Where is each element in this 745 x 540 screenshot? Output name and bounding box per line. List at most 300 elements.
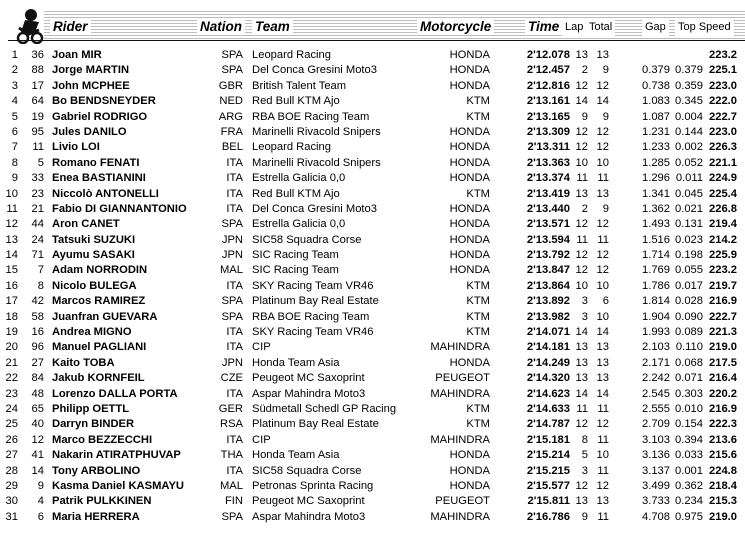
bike-number-cell: 16 xyxy=(31,326,44,339)
nation-cell: ITA xyxy=(226,187,243,200)
team-name-cell: SKY Racing Team VR46 xyxy=(252,326,374,339)
gap-to-first-cell: 1.231 xyxy=(642,125,670,138)
best-lap-cell: 13 xyxy=(575,187,588,200)
best-lap-cell: 13 xyxy=(575,341,588,354)
lap-time-cell: 2'14.249 xyxy=(526,356,570,369)
motorcycle-cell: KTM xyxy=(466,279,490,292)
team-name-cell: Aspar Mahindra Moto3 xyxy=(252,510,366,523)
lap-time-cell: 2'13.440 xyxy=(526,202,570,215)
top-speed-cell: 215.3 xyxy=(709,495,737,508)
total-laps-cell: 10 xyxy=(596,279,609,292)
nation-cell: MAL xyxy=(219,264,243,277)
top-speed-cell: 223.0 xyxy=(709,125,737,138)
lap-time-cell: 2'15.181 xyxy=(526,433,570,446)
rider-name-cell: Kasma Daniel KASMAYU xyxy=(52,479,185,492)
col-header-top-speed: Top Speed xyxy=(675,19,734,36)
team-name-cell: Peugeot MC Saxoprint xyxy=(252,495,365,508)
table-row xyxy=(0,371,745,386)
top-speed-cell: 223.2 xyxy=(709,49,737,61)
best-lap-cell: 14 xyxy=(575,387,588,400)
position-cell: 5 xyxy=(11,110,18,123)
best-lap-cell: 9 xyxy=(581,110,588,123)
lap-time-cell: 2'15.811 xyxy=(527,495,570,508)
lap-time-cell: 2'14.320 xyxy=(526,372,570,385)
total-laps-cell: 10 xyxy=(596,156,609,169)
best-lap-cell: 13 xyxy=(575,49,588,61)
top-speed-cell: 219.0 xyxy=(709,510,737,523)
table-row xyxy=(0,356,745,371)
table-row xyxy=(0,279,745,294)
top-speed-cell: 222.0 xyxy=(709,95,737,108)
gap-to-first-cell: 2.171 xyxy=(642,356,670,369)
bike-number-cell: 23 xyxy=(31,187,44,200)
team-name-cell: CIP xyxy=(252,433,271,446)
motorcycle-cell: HONDA xyxy=(449,202,490,215)
gap-to-previous-cell: 0.090 xyxy=(675,310,703,323)
total-laps-cell: 11 xyxy=(597,464,609,477)
team-name-cell: Leopard Racing xyxy=(252,49,331,61)
team-name-cell: Estrella Galicia 0,0 xyxy=(252,218,346,231)
top-speed-cell: 218.4 xyxy=(709,479,737,492)
gap-to-first-cell: 1.296 xyxy=(642,172,670,185)
position-cell: 31 xyxy=(5,510,18,523)
position-cell: 26 xyxy=(5,433,18,446)
top-speed-cell: 226.8 xyxy=(709,202,737,215)
gap-to-first-cell: 1.993 xyxy=(642,326,670,339)
nation-cell: FIN xyxy=(224,495,243,508)
motorcycle-cell: HONDA xyxy=(449,49,490,61)
table-row xyxy=(0,187,745,202)
team-name-cell: British Talent Team xyxy=(252,79,347,92)
team-name-cell: Estrella Galicia 0,0 xyxy=(252,172,346,185)
top-speed-cell: 221.3 xyxy=(709,326,737,339)
rider-name-cell: Romano FENATI xyxy=(52,156,140,169)
table-row xyxy=(0,217,745,232)
rider-name-cell: Nicolo BULEGA xyxy=(52,279,137,292)
total-laps-cell: 14 xyxy=(596,326,609,339)
team-name-cell: SIC58 Squadra Corse xyxy=(252,464,362,477)
rider-name-cell: Joan MIR xyxy=(52,49,102,61)
team-name-cell: SIC Racing Team xyxy=(252,264,339,277)
lap-time-cell: 2'13.363 xyxy=(526,156,570,169)
motorcycle-cell: PEUGEOT xyxy=(435,495,490,508)
team-name-cell: Red Bull KTM Ajo xyxy=(252,187,340,200)
position-cell: 17 xyxy=(5,295,18,308)
motorcycle-cell: HONDA xyxy=(449,141,490,154)
nation-cell: ITA xyxy=(226,156,243,169)
team-name-cell: Del Conca Gresini Moto3 xyxy=(252,64,377,77)
rider-name-cell: Niccolò ANTONELLI xyxy=(52,187,159,200)
nation-cell: SPA xyxy=(221,64,243,77)
bike-number-cell: 44 xyxy=(31,218,44,231)
lap-time-cell: 2'13.161 xyxy=(526,95,570,108)
best-lap-cell: 12 xyxy=(575,218,588,231)
lap-time-cell: 2'13.309 xyxy=(526,125,570,138)
gap-to-first-cell: 2.709 xyxy=(642,418,670,431)
table-row xyxy=(0,464,745,479)
gap-to-first-cell: 2.103 xyxy=(642,341,670,354)
best-lap-cell: 11 xyxy=(576,233,588,246)
total-laps-cell: 13 xyxy=(596,187,609,200)
total-laps-cell: 11 xyxy=(597,433,609,446)
rider-name-cell: Philipp OETTL xyxy=(52,402,130,415)
col-header-lap: Lap xyxy=(562,19,586,36)
rider-name-cell: Tatsuki SUZUKI xyxy=(52,233,136,246)
lap-time-cell: 2'13.311 xyxy=(527,141,570,154)
rider-name-cell: Lorenzo DALLA PORTA xyxy=(52,387,178,400)
nation-cell: MAL xyxy=(219,479,243,492)
gap-to-previous-cell: 0.154 xyxy=(675,418,703,431)
nation-cell: ITA xyxy=(226,279,243,292)
table-row xyxy=(0,494,745,509)
motorcycle-cell: MAHINDRA xyxy=(430,510,490,523)
total-laps-cell: 9 xyxy=(602,64,609,77)
lap-time-cell: 2'14.181 xyxy=(526,341,570,354)
bike-number-cell: 88 xyxy=(31,64,44,77)
gap-to-previous-cell: 0.002 xyxy=(675,141,703,154)
nation-cell: BEL xyxy=(221,141,243,154)
gap-to-first-cell: 0.379 xyxy=(642,64,670,77)
position-cell: 21 xyxy=(5,356,18,369)
nation-cell: ITA xyxy=(226,202,243,215)
lap-time-cell: 2'13.165 xyxy=(526,110,570,123)
top-speed-cell: 221.1 xyxy=(709,156,737,169)
total-laps-cell: 13 xyxy=(596,49,609,61)
nation-cell: SPA xyxy=(221,310,243,323)
top-speed-cell: 222.3 xyxy=(709,418,737,431)
bike-number-cell: 4 xyxy=(37,495,44,508)
best-lap-cell: 14 xyxy=(575,95,588,108)
team-name-cell: CIP xyxy=(252,341,271,354)
gap-to-first-cell: 1.814 xyxy=(642,295,670,308)
position-cell: 3 xyxy=(11,79,18,92)
total-laps-cell: 6 xyxy=(602,295,609,308)
best-lap-cell: 8 xyxy=(581,433,588,446)
position-cell: 18 xyxy=(5,310,18,323)
lap-time-cell: 2'13.892 xyxy=(526,295,570,308)
rider-name-cell: Juanfran GUEVARA xyxy=(52,310,158,323)
lap-time-cell: 2'12.078 xyxy=(526,49,570,61)
team-name-cell: Aspar Mahindra Moto3 xyxy=(252,387,366,400)
nation-cell: NED xyxy=(219,95,243,108)
total-laps-cell: 9 xyxy=(602,202,609,215)
col-header-motorcycle: Motorcycle xyxy=(417,18,494,35)
gap-to-previous-cell: 0.033 xyxy=(675,449,703,462)
rider-name-cell: Kaito TOBA xyxy=(52,356,115,369)
motorcycle-cell: HONDA xyxy=(449,356,490,369)
nation-cell: SPA xyxy=(221,295,243,308)
total-laps-cell: 13 xyxy=(596,356,609,369)
gap-to-first-cell: 3.733 xyxy=(642,495,670,508)
bike-number-cell: 19 xyxy=(31,110,44,123)
lap-time-cell: 2'12.816 xyxy=(526,79,570,92)
rider-name-cell: Gabriel RODRIGO xyxy=(52,110,148,123)
motorcycle-cell: KTM xyxy=(466,402,490,415)
rider-name-cell: Marcos RAMIREZ xyxy=(52,295,146,308)
top-speed-cell: 219.4 xyxy=(709,218,737,231)
motorcycle-cell: MAHINDRA xyxy=(430,387,490,400)
gap-to-first-cell: 1.083 xyxy=(642,95,670,108)
col-header-team: Team xyxy=(252,18,293,35)
team-name-cell: Marinelli Rivacold Snipers xyxy=(252,125,381,138)
position-cell: 27 xyxy=(5,449,18,462)
lap-time-cell: 2'13.374 xyxy=(526,172,570,185)
best-lap-cell: 12 xyxy=(575,79,588,92)
team-name-cell: Del Conca Gresini Moto3 xyxy=(252,202,377,215)
table-row xyxy=(0,387,745,402)
best-lap-cell: 13 xyxy=(575,356,588,369)
gap-to-first-cell: 4.708 xyxy=(642,510,670,523)
gap-to-previous-cell: 0.089 xyxy=(675,326,703,339)
nation-cell: ARG xyxy=(218,110,243,123)
total-laps-cell: 12 xyxy=(596,249,609,262)
top-speed-cell: 225.1 xyxy=(709,64,737,77)
table-row xyxy=(0,310,745,325)
motorcycle-cell: HONDA xyxy=(449,64,490,77)
bike-number-cell: 8 xyxy=(37,279,44,292)
team-name-cell: Leopard Racing xyxy=(252,141,331,154)
motorcycle-cell: HONDA xyxy=(449,172,490,185)
rider-name-cell: Jules DANILO xyxy=(52,125,127,138)
lap-time-cell: 2'15.215 xyxy=(526,464,570,477)
bike-number-cell: 9 xyxy=(37,479,44,492)
gap-to-previous-cell: 0.345 xyxy=(675,95,703,108)
bike-number-cell: 95 xyxy=(31,125,44,138)
total-laps-cell: 11 xyxy=(597,510,609,523)
gap-to-first-cell: 1.285 xyxy=(642,156,670,169)
top-speed-cell: 219.7 xyxy=(709,279,737,292)
position-cell: 2 xyxy=(11,64,18,77)
lap-time-cell: 2'14.071 xyxy=(526,326,570,339)
table-row xyxy=(0,340,745,355)
header-divider xyxy=(8,40,745,41)
gap-to-previous-cell: 0.303 xyxy=(675,387,703,400)
gap-to-previous-cell: 0.362 xyxy=(675,479,703,492)
bike-number-cell: 7 xyxy=(37,264,44,277)
table-row xyxy=(0,125,745,140)
top-speed-cell: 216.4 xyxy=(709,372,737,385)
total-laps-cell: 11 xyxy=(597,402,609,415)
gap-to-first-cell: 0.738 xyxy=(642,79,670,92)
position-cell: 28 xyxy=(5,464,18,477)
lap-time-cell: 2'14.623 xyxy=(526,387,570,400)
bike-number-cell: 21 xyxy=(31,202,44,215)
table-row xyxy=(0,510,745,525)
table-row xyxy=(0,294,745,309)
gap-to-previous-cell: 0.234 xyxy=(675,495,703,508)
team-name-cell: SKY Racing Team VR46 xyxy=(252,279,374,292)
nation-cell: JPN xyxy=(221,356,243,369)
top-speed-cell: 223.0 xyxy=(709,79,737,92)
total-laps-cell: 12 xyxy=(596,79,609,92)
motorcycle-cell: KTM xyxy=(466,187,490,200)
position-cell: 8 xyxy=(11,156,18,169)
table-row xyxy=(0,479,745,494)
best-lap-cell: 12 xyxy=(575,479,588,492)
gap-to-first-cell: 2.242 xyxy=(642,372,670,385)
bike-number-cell: 14 xyxy=(31,464,44,477)
motorcycle-cell: HONDA xyxy=(449,233,490,246)
nation-cell: ITA xyxy=(226,172,243,185)
bike-number-cell: 27 xyxy=(31,356,44,369)
rider-name-cell: Enea BASTIANINI xyxy=(52,172,146,185)
table-row xyxy=(0,156,745,171)
gap-to-first-cell: 1.786 xyxy=(642,279,670,292)
team-name-cell: Marinelli Rivacold Snipers xyxy=(252,156,381,169)
bike-number-cell: 36 xyxy=(31,49,44,61)
gap-to-previous-cell: 0.017 xyxy=(675,279,703,292)
bike-number-cell: 12 xyxy=(31,433,44,446)
bike-number-cell: 58 xyxy=(31,310,44,323)
gap-to-previous-cell: 0.144 xyxy=(675,125,703,138)
gap-to-previous-cell: 0.055 xyxy=(675,264,703,277)
nation-cell: SPA xyxy=(221,49,243,61)
best-lap-cell: 12 xyxy=(575,125,588,138)
bike-number-cell: 11 xyxy=(32,141,44,154)
top-speed-cell: 224.8 xyxy=(709,464,737,477)
top-speed-cell: 215.6 xyxy=(709,449,737,462)
best-lap-cell: 2 xyxy=(581,202,588,215)
gap-to-previous-cell: 0.023 xyxy=(675,233,703,246)
position-cell: 1 xyxy=(11,49,18,61)
motorcycle-cell: KTM xyxy=(466,295,490,308)
rider-name-cell: Patrik PULKKINEN xyxy=(52,495,152,508)
table-row xyxy=(0,248,745,263)
position-cell: 19 xyxy=(5,326,18,339)
nation-cell: ITA xyxy=(226,464,243,477)
lap-time-cell: 2'13.792 xyxy=(526,249,570,262)
lap-time-cell: 2'16.786 xyxy=(526,510,570,523)
top-speed-cell: 224.9 xyxy=(709,172,737,185)
position-cell: 14 xyxy=(5,249,18,262)
motorcycle-cell: HONDA xyxy=(449,156,490,169)
gap-to-previous-cell: 0.131 xyxy=(675,218,703,231)
nation-cell: ITA xyxy=(226,433,243,446)
table-row xyxy=(0,433,745,448)
results-header xyxy=(0,0,745,46)
best-lap-cell: 3 xyxy=(581,464,588,477)
gap-to-first-cell: 1.362 xyxy=(642,202,670,215)
table-row xyxy=(0,448,745,463)
total-laps-cell: 14 xyxy=(596,387,609,400)
nation-cell: JPN xyxy=(221,233,243,246)
top-speed-cell: 222.7 xyxy=(709,310,737,323)
total-laps-cell: 11 xyxy=(597,233,609,246)
motorcycle-cell: HONDA xyxy=(449,264,490,277)
position-cell: 25 xyxy=(5,418,18,431)
bike-number-cell: 84 xyxy=(31,372,44,385)
motorcycle-cell: HONDA xyxy=(449,218,490,231)
lap-time-cell: 2'15.577 xyxy=(526,479,570,492)
table-row xyxy=(0,63,745,78)
lap-time-cell: 2'13.982 xyxy=(526,310,570,323)
motorcycle-cell: KTM xyxy=(466,95,490,108)
rider-name-cell: Adam NORRODIN xyxy=(52,264,148,277)
nation-cell: THA xyxy=(220,449,243,462)
lap-time-cell: 2'15.214 xyxy=(526,449,570,462)
top-speed-cell: 214.2 xyxy=(709,233,737,246)
top-speed-cell: 216.9 xyxy=(709,295,737,308)
gap-to-previous-cell: 0.001 xyxy=(675,464,703,477)
total-laps-cell: 13 xyxy=(596,341,609,354)
best-lap-cell: 2 xyxy=(581,64,588,77)
top-speed-cell: 220.2 xyxy=(709,387,737,400)
table-row xyxy=(0,233,745,248)
table-row xyxy=(0,325,745,340)
best-lap-cell: 12 xyxy=(575,418,588,431)
total-laps-cell: 12 xyxy=(596,218,609,231)
total-laps-cell: 12 xyxy=(596,141,609,154)
motorcycle-cell: HONDA xyxy=(449,479,490,492)
team-name-cell: Platinum Bay Real Estate xyxy=(252,418,379,431)
bike-number-cell: 40 xyxy=(31,418,44,431)
team-name-cell: Red Bull KTM Ajo xyxy=(252,95,340,108)
position-cell: 20 xyxy=(5,341,18,354)
bike-number-cell: 33 xyxy=(31,172,44,185)
team-name-cell: Honda Team Asia xyxy=(252,356,340,369)
top-speed-cell: 222.7 xyxy=(709,110,737,123)
team-name-cell: RBA BOE Racing Team xyxy=(252,310,370,323)
best-lap-cell: 5 xyxy=(581,449,588,462)
bike-number-cell: 24 xyxy=(31,233,44,246)
motorcycle-cell: HONDA xyxy=(449,449,490,462)
gap-to-first-cell: 1.341 xyxy=(642,187,670,200)
rider-name-cell: Darryn BINDER xyxy=(52,418,135,431)
gap-to-previous-cell: 0.011 xyxy=(675,172,703,185)
bike-number-cell: 96 xyxy=(31,341,44,354)
best-lap-cell: 14 xyxy=(575,326,588,339)
rider-name-cell: Aron CANET xyxy=(52,218,120,231)
rider-name-cell: Jorge MARTIN xyxy=(52,64,130,77)
bike-number-cell: 65 xyxy=(31,402,44,415)
motorcycle-cell: MAHINDRA xyxy=(430,433,490,446)
lap-time-cell: 2'13.594 xyxy=(526,233,570,246)
lap-time-cell: 2'14.633 xyxy=(526,402,570,415)
gap-to-first-cell: 3.137 xyxy=(642,464,670,477)
rider-name-cell: John MCPHEE xyxy=(52,79,130,92)
table-row xyxy=(0,263,745,278)
gap-to-previous-cell: 0.975 xyxy=(675,510,703,523)
gap-to-first-cell: 1.904 xyxy=(642,310,670,323)
position-cell: 9 xyxy=(11,172,18,185)
bike-number-cell: 64 xyxy=(31,95,44,108)
gap-to-first-cell: 1.714 xyxy=(642,249,670,262)
top-speed-cell: 213.6 xyxy=(709,433,737,446)
nation-cell: ITA xyxy=(226,341,243,354)
gap-to-previous-cell: 0.110 xyxy=(675,341,703,354)
motorcycle-cell: KTM xyxy=(466,110,490,123)
total-laps-cell: 13 xyxy=(596,495,609,508)
bike-number-cell: 48 xyxy=(31,387,44,400)
team-name-cell: RBA BOE Racing Team xyxy=(252,110,370,123)
gap-to-first-cell: 1.233 xyxy=(642,141,670,154)
position-cell: 23 xyxy=(5,387,18,400)
rider-name-cell: Manuel PAGLIANI xyxy=(52,341,147,354)
nation-cell: RSA xyxy=(219,418,243,431)
position-cell: 10 xyxy=(5,187,18,200)
nation-cell: ITA xyxy=(226,387,243,400)
bike-number-cell: 42 xyxy=(31,295,44,308)
nation-cell: CZE xyxy=(220,372,243,385)
position-cell: 15 xyxy=(5,264,18,277)
table-row xyxy=(0,79,745,94)
total-laps-cell: 12 xyxy=(596,264,609,277)
gap-to-previous-cell: 0.394 xyxy=(675,433,703,446)
gap-to-previous-cell: 0.198 xyxy=(675,249,703,262)
position-cell: 11 xyxy=(6,202,18,215)
gap-to-previous-cell: 0.021 xyxy=(675,202,703,215)
position-cell: 22 xyxy=(5,372,18,385)
